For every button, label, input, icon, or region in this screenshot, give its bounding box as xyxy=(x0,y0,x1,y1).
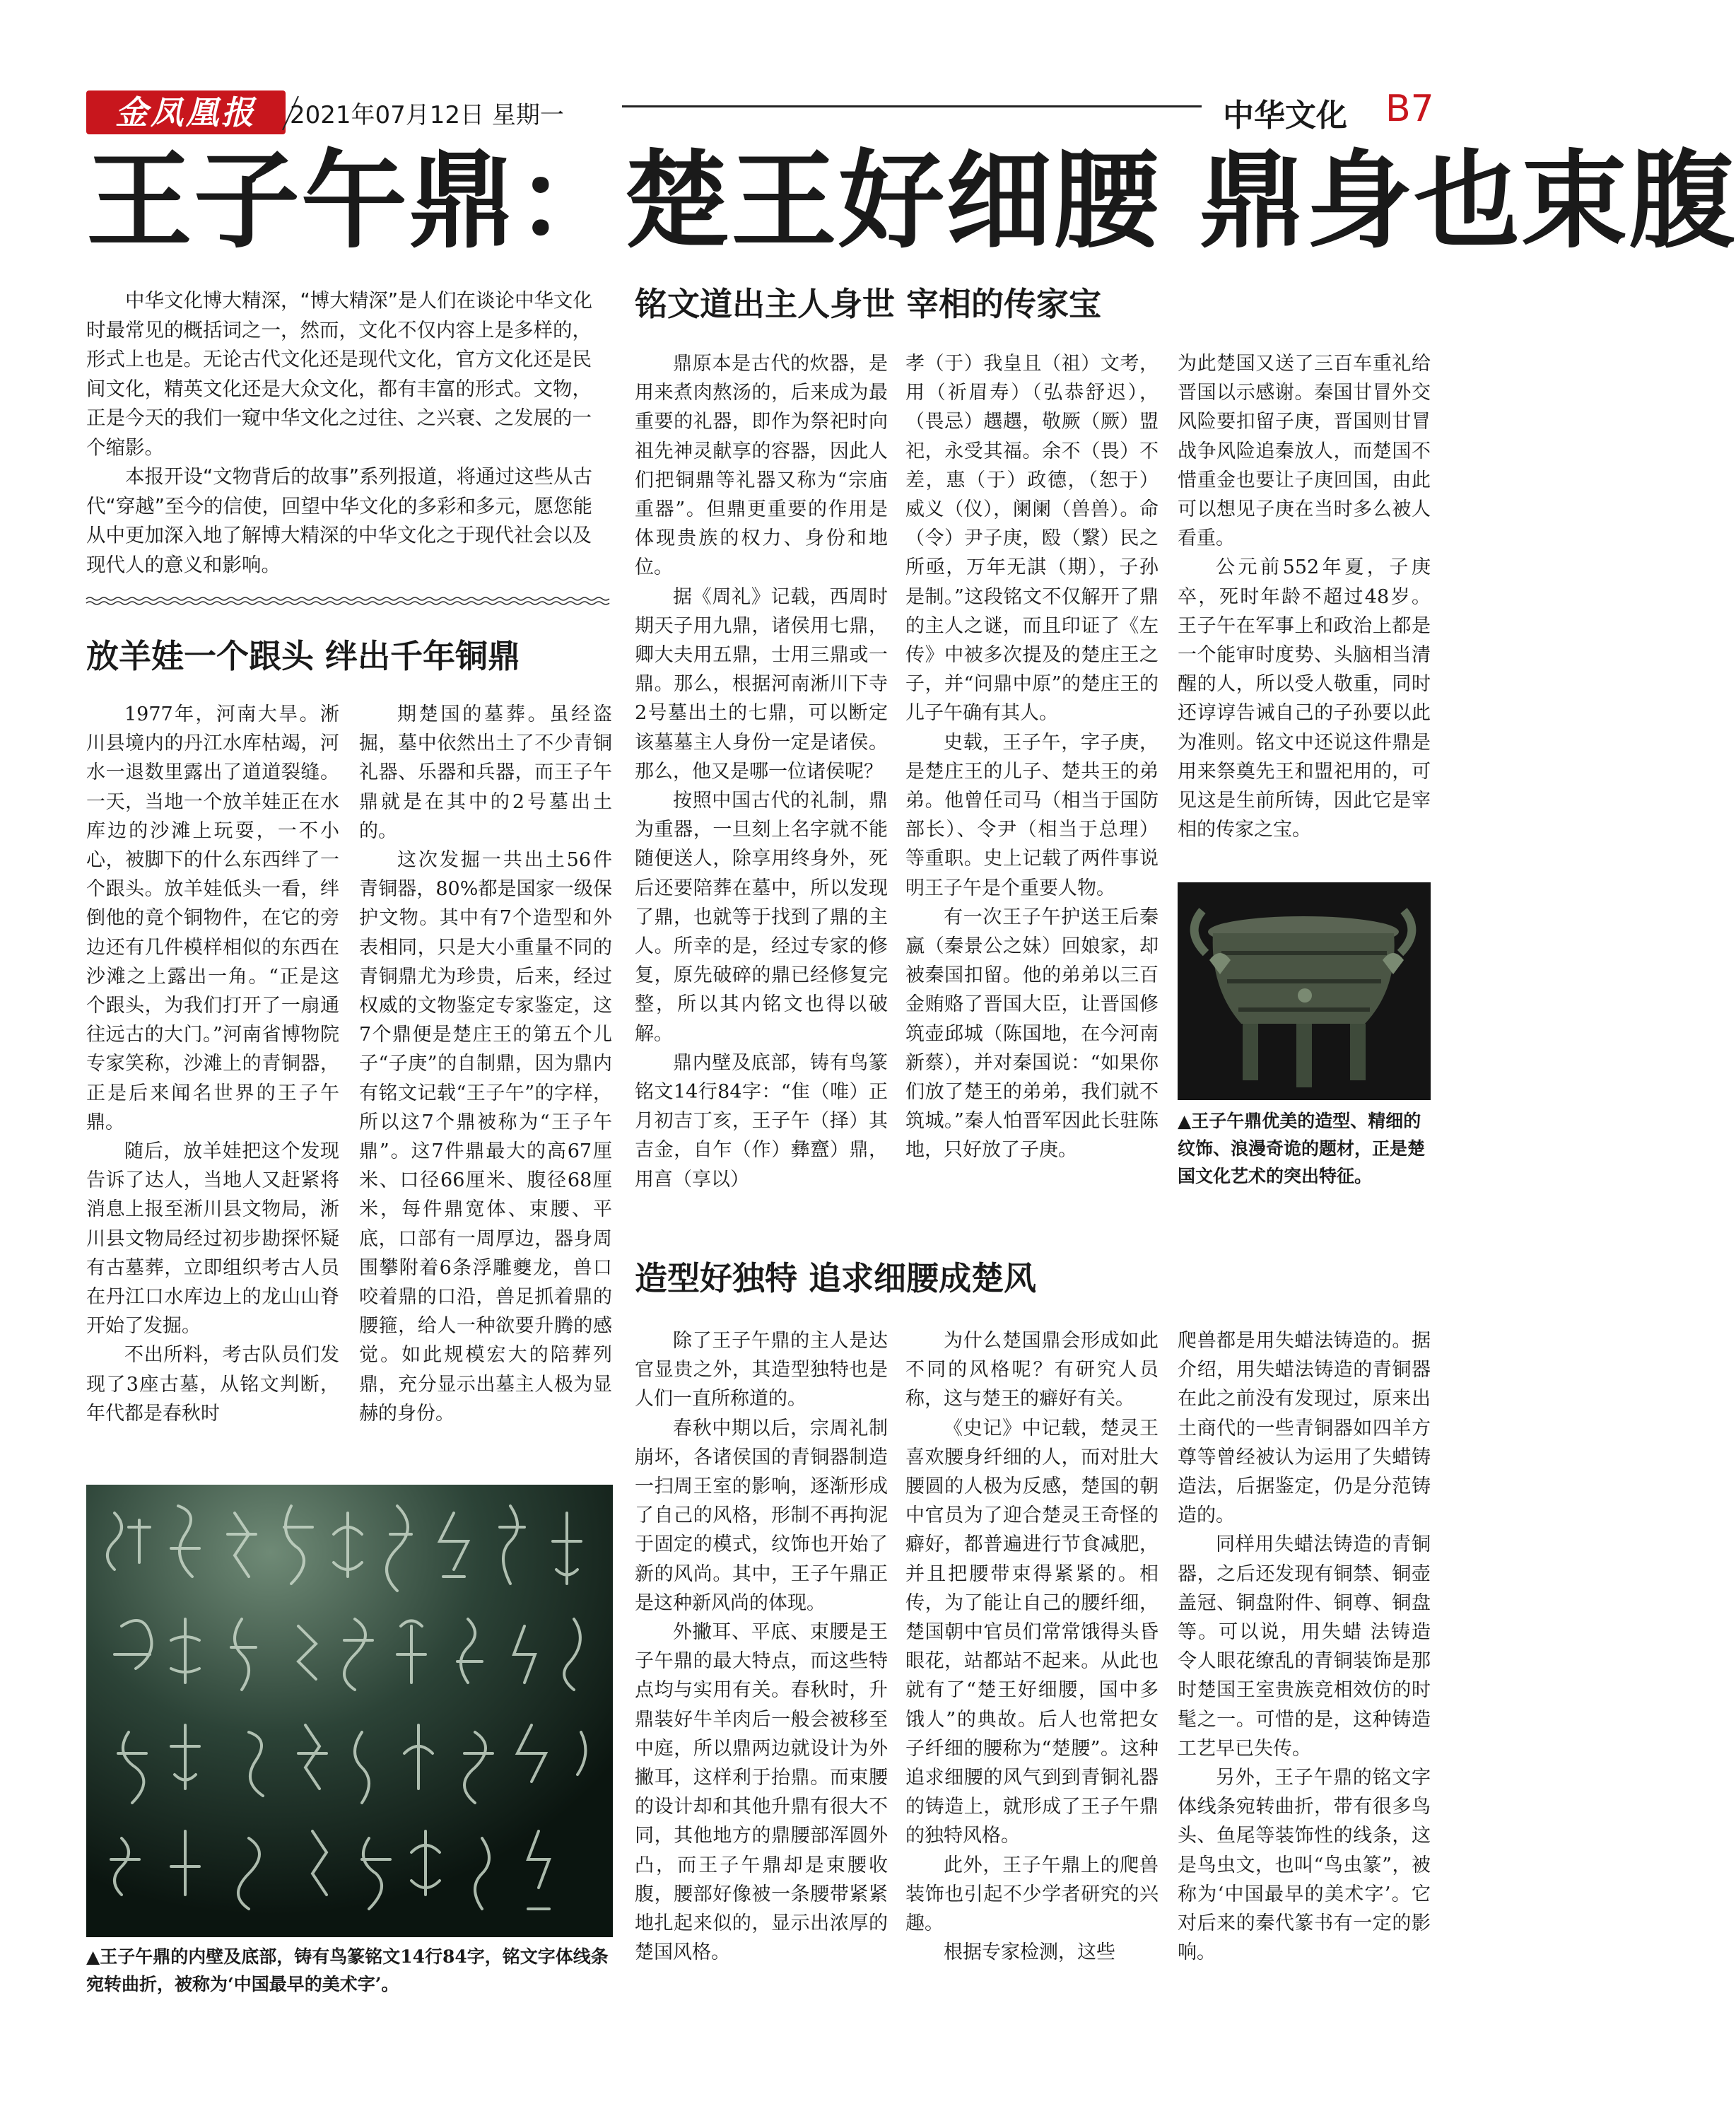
paragraph: 孝（于）我皇且（祖）文考，用（祈眉寿）（弘恭舒迟），（畏忌）趩趩，敬厥（厥）盟祀，永受其福。余不（畏）不差，惠（于）政德，（恕于）威义（仪），阑阑（兽兽）。命（令）尹子庚，殹（繄）民之所亟，万年无諆（期），子孙是制。”这段铭文不仅解开了鼎的主人之谜，而且印证了《左传》中被多次提及的楚庄王之子，并“问鼎中原”的楚庄王的儿子午确有其人。 xyxy=(905,353,1159,725)
paragraph: 期楚国的墓葬。虽经盗掘，墓中依然出土了不少青铜礼器、乐器和兵器，而王子午鼎就是在其中的2号墓出土的。 xyxy=(359,703,612,842)
paragraph: 外撇耳、平底、束腰是王子午鼎的最大特点，而这些特点均与实用有关。春秋时，升鼎装好牛羊肉后一般会被移至中庭，所以鼎两边就设计为外撇耳，这样利于抬鼎。而束腰的设计却和其他升鼎有很大不同，其他地方的鼎腰部浑圆外凸，而王子午鼎却是束腰收腹，腰部好像被一条腰带紧紧地扎起来似的，显示出浓厚的楚国风格。 xyxy=(635,1621,888,1964)
section3-column1 xyxy=(635,1326,888,1967)
paragraph: 1977年，河南大旱。淅川县境内的丹江水库枯竭，河水一退数里露出了道道裂缝。一天，当地一个放羊娃正在水库边的沙滩上玩耍，一不小心，被脚下的什么东西绊了一个跟头。放羊娃低头一看，绊倒他的竟个铜物件，在它的旁边还有几件模样相似的东西在沙滩之上露出一角。“正是这个跟头，为我们打开了一扇通往远古的大门。”河南省博物院专家笑称，沙滩上的青铜器，正是后来闻名世界的王子午鼎。 xyxy=(86,703,339,1133)
paragraph: 这次发掘一共出土56件青铜器，80%都是国家一级保护文物。其中有7个造型和外表相同，只是大小重量不同的青铜鼎尤为珍贵，后来，经过权威的文物鉴定专家鉴定，这7个鼎便是楚庄王的第五个儿子“子庚”的自制鼎，因为鼎内有铭文记载“王子午”的字样，所以这7个鼎被称为“王子午鼎”。这7件鼎最大的高67厘米、口径66厘米、腹径68厘米，每件鼎宽体、束腰、平底，口部有一周厚边，器身周围攀附着6条浮雕夔龙，兽口咬着鼎的口沿，兽足抓着鼎的腰箍，给人一种欲要升腾的感觉。如此规模宏大的陪葬列鼎，充分显示出墓主人极为显赫的身份。 xyxy=(359,849,612,1425)
inscription-photo xyxy=(86,1485,613,1937)
section2-column1 xyxy=(635,349,888,1194)
section1-column1 xyxy=(86,700,339,1428)
section1-heading: 放羊娃一个跟头 绊出千年铜鼎 xyxy=(86,637,521,675)
paragraph: 公元前552年夏，子庚卒，死时年龄不超过48岁。王子午在军事上和政治上都是一个能审时度势、头脑相当清醒的人，所以受人敬重，同时还谆谆告诫自己的子孙要以此为准则。铭文中还说这件鼎是用来祭奠先王和盟祀用的，可见这是生前所铸，因此它是宰相的传家之宝。 xyxy=(1178,556,1431,841)
paragraph: 除了王子午鼎的主人是达官显贵之外，其造型独特也是人们一直所称道的。 xyxy=(635,1330,888,1410)
headline: 王子午鼎：楚王好细腰 鼎身也束腹 xyxy=(86,140,1736,263)
paragraph: 不出所料，考古队员们发现了3座古墓，从铭文判断，年代都是春秋时 xyxy=(86,1344,339,1425)
paragraph: 此外，王子午鼎上的爬兽装饰也引起不少学者研究的兴趣。 xyxy=(905,1854,1159,1935)
section2-column2 xyxy=(905,349,1159,1165)
paragraph: 同样用失蜡法铸造的青铜器，之后还发现有铜禁、铜壶盖冠、铜盘附件、铜尊、铜盘等。可以说，用失蜡 法铸造令人眼花缭乱的青铜装饰是那时楚国王室贵族竞相效仿的时髦之一。可惜的是，这种铸造工艺早已失传。 xyxy=(1178,1533,1431,1760)
issue-date: 2021年07月12日 星期一 xyxy=(290,101,564,129)
paragraph: 爬兽都是用失蜡法铸造的。据介绍，用失蜡法铸造的青铜器在此之前没有发现过，原来出土商代的一些青铜器如四羊方尊等曾经被认为运用了失蜡铸造法，后据鉴定，仍是分范铸造的。 xyxy=(1178,1330,1431,1527)
paragraph: 有一次王子午护送王后秦嬴（秦景公之妹）回娘家，却被秦国扣留。他的弟弟以三百金贿赂了晋国大臣，让晋国修筑壶邱城（陈国地，在今河南新蔡），并对秦国说：“如果你们放了楚王的弟弟，我们就不筑城。”秦人怕晋军因此长驻陈地，只好放了子庚。 xyxy=(905,906,1159,1162)
paragraph: 《史记》中记载，楚灵王喜欢腰身纤细的人，而对肚大腰圆的人极为反感，楚国的朝中官员为了迎合楚灵王奇怪的癖好，都普遍进行节食减肥，并且把腰带束得紧紧的。相传，为了能让自己的腰纤细，楚国朝中官员们常常饿得头昏眼花，站都站不起来。从此也就有了“楚王好细腰，国中多饿人”的典故。后人也常把女子纤细的腰称为“楚腰”。这种追求细腰的风气到到青铜礼器的铸造上，就形成了王子午鼎的独特风格。 xyxy=(905,1417,1159,1847)
intro-text xyxy=(86,286,609,580)
paragraph: 为什么楚国鼎会形成如此不同的风格呢？有研究人员称，这与楚王的癖好有关。 xyxy=(905,1330,1159,1410)
wavy-divider xyxy=(86,596,609,606)
bronze-ding-image xyxy=(1178,882,1431,1100)
ding-photo xyxy=(1178,882,1431,1100)
paragraph: 史载，王子午，字子庚，是楚庄王的儿子、楚共王的弟弟。他曾任司马（相当于国防部长）、令尹（相当于总理）等重职。史上记载了两件事说明王子午是个重要人物。 xyxy=(905,731,1159,899)
paragraph: 据《周礼》记载，西周时期天子用九鼎，诸侯用七鼎，卿大夫用五鼎，士用三鼎或一鼎。那么，根据河南淅川下寺2号墓出土的七鼎，可以断定该墓墓主人身份一定是诸侯。那么，他又是哪一位诸侯呢？ xyxy=(635,585,888,783)
paragraph: 按照中国古代的礼制，鼎为重器，一旦刻上名字就不能随便送人，除享用终身外，死后还要陪葬在墓中，所以发现了鼎，也就等于找到了鼎的主人。所幸的是，经过专家的修复，原先破碎的鼎已经修复完整，所以其内铭文也得以破解。 xyxy=(635,790,888,1045)
paragraph: 鼎内壁及底部，铸有鸟篆铭文14行84字：“隹（唯）正月初吉丁亥，王子午（择）其吉金，自乍（作）彝齍）鼎，用亯（享以） xyxy=(635,1051,888,1191)
newspaper-logo: 金凤凰报 xyxy=(86,90,286,134)
section1-column2 xyxy=(359,700,612,1428)
section-name: 中华文化 xyxy=(1223,98,1347,134)
section3-column3 xyxy=(1178,1326,1431,1967)
section2-column3 xyxy=(1178,349,1431,844)
inscription-image xyxy=(86,1485,613,1937)
paragraph: 春秋中期以后，宗周礼制崩坏，各诸侯国的青铜器制造一扫周王室的影响，逐渐形成了自己的风格，形制不再拘泥于固定的模式，纹饰也开始了新的风尚。其中，王子午鼎正是这种新风尚的体现。 xyxy=(635,1417,888,1614)
section3-heading: 造型好独特 追求细腰成楚风 xyxy=(635,1259,1037,1297)
section3-column2 xyxy=(905,1326,1159,1967)
ding-caption: ▲王子午鼎优美的造型、精细的纹饰、浪漫奇诡的题材，正是楚国文化艺术的突出特征。 xyxy=(1178,1111,1426,1186)
paragraph: 根据专家检测，这些 xyxy=(944,1941,1115,1964)
section2-heading: 铭文道出主人身世 宰相的传家宝 xyxy=(635,285,1102,323)
paragraph: 另外，王子午鼎的铭文字体线条宛转曲折，带有很多鸟头、鱼尾等装饰性的线条，这是鸟虫文，也叫“鸟虫篆”，被称为‘中国最早的美术字’。它对后来的秦代篆书有一定的影响。 xyxy=(1178,1767,1431,1964)
page-number: B7 xyxy=(1385,88,1434,130)
intro-paragraph: 本报开设“文物背后的故事”系列报道，将通过这些从古代“穿越”至今的信使，回望中华文化的多彩和多元，愿您能从中更加深入地了解博大精深的中华文化之于现代社会以及现代人的意义和影响。 xyxy=(86,465,592,576)
paragraph: 随后，放羊娃把这个发现告诉了达人，当地人又赶紧将消息上报至淅川县文物局，淅川县文物局经过初步勘探怀疑有古墓葬，立即组织考古人员在丹江口水库边上的龙山山脊开始了发掘。 xyxy=(86,1140,339,1338)
paragraph: 为此楚国又送了三百车重礼给晋国以示感谢。秦国甘冒外交风险要扣留子庚，晋国则甘冒战争风险追秦放人，而楚国不惜重金也要让子庚回国，由此可以想见子庚在当时多么被人看重。 xyxy=(1178,353,1431,550)
inscription-caption: ▲王子午鼎的内壁及底部，铸有鸟篆铭文14行84字，铭文字体线条宛转曲折，被称为‘中国最早的美术字’。 xyxy=(86,1946,609,1994)
intro-paragraph: 中华文化博大精深，“博大精深”是人们在谈论中华文化时最常见的概括词之一，然而，文化不仅内容上是多样的，形式上也是。无论古代文化还是现代文化，官方文化还是民间文化，精英文化还是大众文化，都有丰富的形式。文物，正是今天的我们一窥中华文化之过往、之兴衰、之发展的一个缩影。 xyxy=(86,289,592,459)
paragraph: 鼎原本是古代的炊器，是用来煮肉熬汤的，后来成为最重要的礼器，即作为祭祀时向祖先神灵献享的容器，因此人们把铜鼎等礼器又称为“宗庙重器”。但鼎更重要的作用是体现贵族的权力、身份和地位。 xyxy=(635,353,888,579)
header-rule xyxy=(622,105,1202,107)
